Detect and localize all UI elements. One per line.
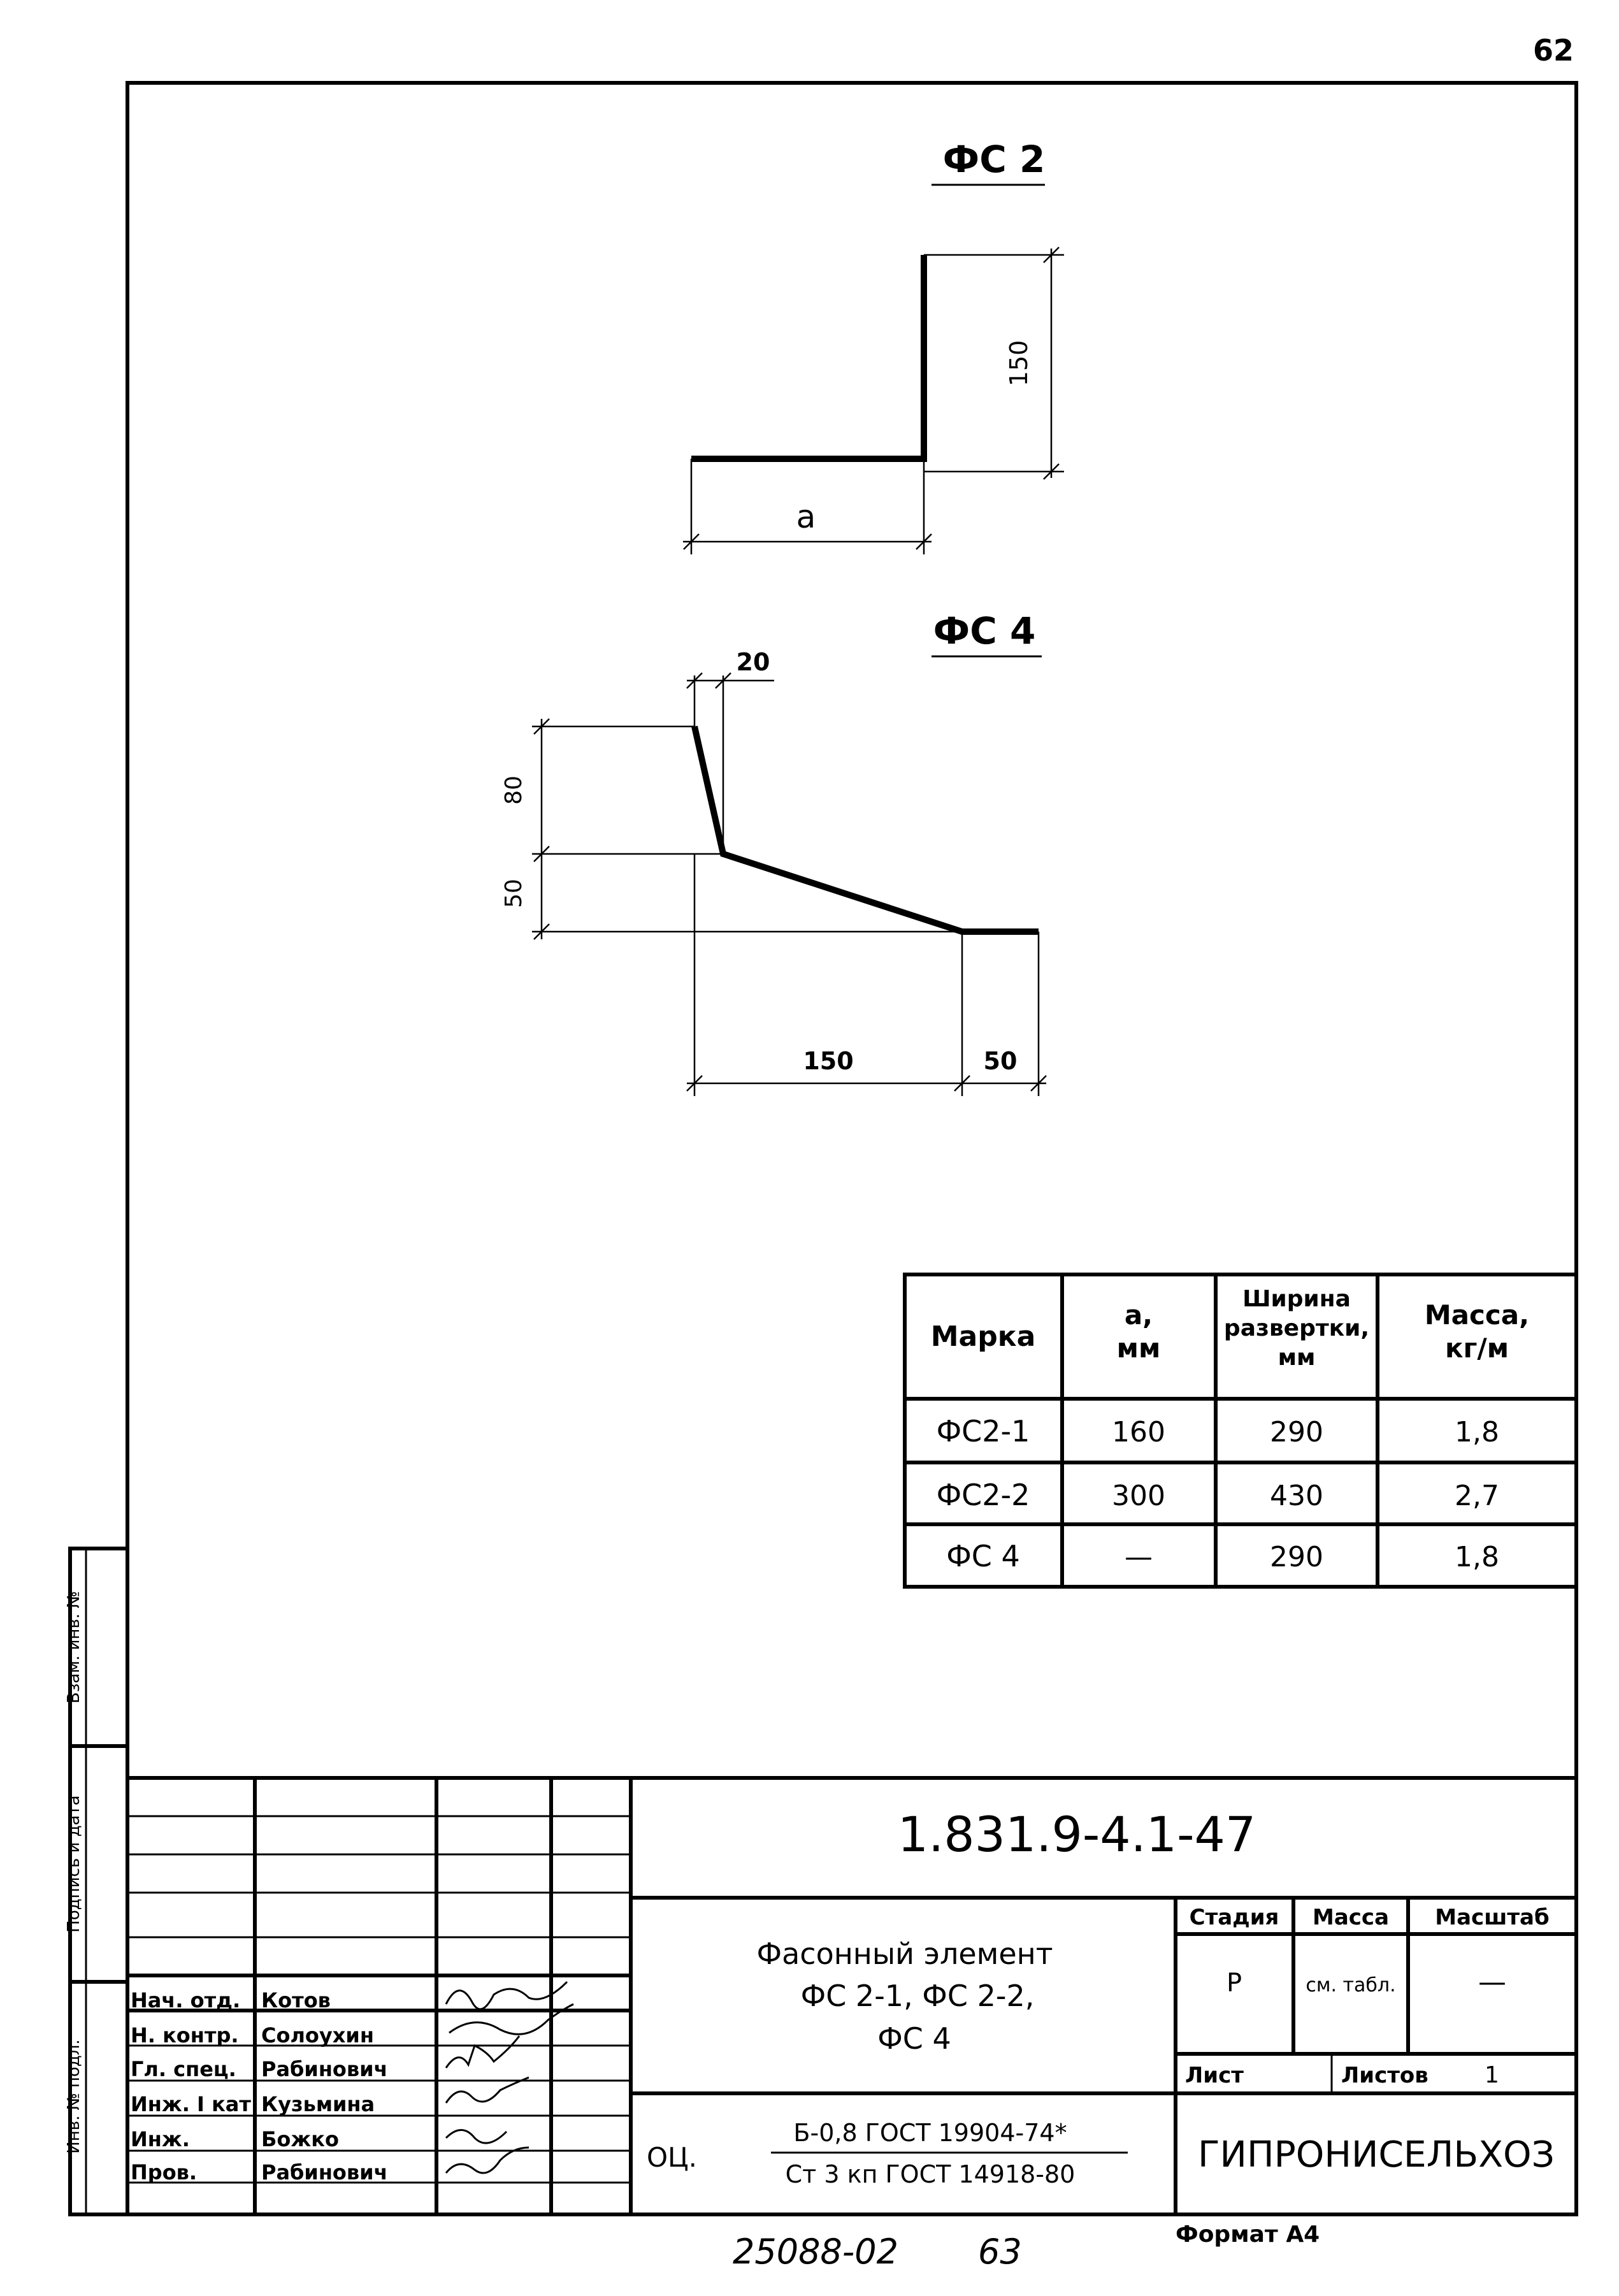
document-designation: 1.831.9-4.1-47 <box>897 1806 1256 1863</box>
fs2-height-label: 150 <box>1005 340 1033 387</box>
table-cell: 290 <box>1270 1416 1323 1448</box>
table-cell: 290 <box>1270 1541 1323 1573</box>
spec-table <box>905 1274 1576 1587</box>
document-title-line3: ФС 4 <box>877 2021 951 2056</box>
table-header-mark: Марка <box>930 1320 1036 1353</box>
fs4-w2-label: 50 <box>983 1047 1018 1075</box>
format-label: Формат А4 <box>1176 2221 1320 2248</box>
fs2-profile <box>691 255 924 459</box>
table-cell: ФС2-2 <box>936 1478 1030 1512</box>
table-row <box>946 1539 1499 1573</box>
scale-header: Масштаб <box>1435 1905 1550 1930</box>
side-stamp-replacement: Взам. инв. № <box>64 1591 83 1704</box>
organization-name: ГИПРОНИСЕЛЬХОЗ <box>1198 2134 1555 2176</box>
table-cell: ФС2-1 <box>936 1414 1030 1448</box>
personnel-name: Солоухин <box>261 2023 374 2047</box>
title-block <box>127 1778 1576 2214</box>
sheet-label: Лист <box>1185 2063 1244 2088</box>
table-row <box>937 1478 1499 1512</box>
stage-header: Стадия <box>1189 1905 1279 1930</box>
drawing-fs4 <box>501 609 1046 1096</box>
personnel-name: Кузьмина <box>261 2092 375 2116</box>
personnel-role: Нач. отд. <box>131 1988 241 2012</box>
archive-page-number: 63 <box>978 2232 1022 2272</box>
table-cell: ФС 4 <box>946 1539 1020 1573</box>
material-line2: Ст 3 кп ГОСТ 14918-80 <box>785 2160 1076 2188</box>
personnel-role: Инж. I кат. <box>131 2092 259 2116</box>
table-rows <box>937 1414 1499 1573</box>
scale-value: — <box>1478 1966 1506 1998</box>
table-row <box>937 1414 1499 1448</box>
personnel-name: Котов <box>261 1988 331 2012</box>
personnel-name: Рабинович <box>261 2057 388 2081</box>
side-stamp <box>64 1549 127 2214</box>
corner-page-number: 62 <box>1532 33 1574 68</box>
material-prefix: ОЦ. <box>647 2142 698 2173</box>
archive-number: 25088-02 <box>733 2232 898 2272</box>
sheets-value: 1 <box>1485 2062 1499 2088</box>
fs2-width-label: a <box>796 498 816 535</box>
personnel-role: Пров. <box>131 2160 198 2184</box>
table-cell: 160 <box>1112 1416 1165 1448</box>
document-title-line1: Фасонный элемент <box>756 1937 1053 1971</box>
fs4-title: ФС 4 <box>933 609 1036 653</box>
fs4-h1-label: 80 <box>501 776 527 805</box>
material-line1: Б-0,8 ГОСТ 19904-74* <box>793 2119 1067 2147</box>
sheets-label: Листов <box>1341 2063 1428 2088</box>
table-cell: 300 <box>1112 1480 1165 1512</box>
fs4-h2-label: 50 <box>501 879 527 908</box>
fs4-profile <box>694 726 1039 932</box>
table-header-mass: Масса, кг/м <box>1424 1299 1530 1364</box>
stage-value: Р <box>1226 1968 1242 1998</box>
fs4-top-label: 20 <box>736 648 770 676</box>
table-cell: 430 <box>1270 1480 1323 1512</box>
personnel-role: Гл. спец. <box>131 2057 236 2081</box>
personnel-role: Н. контр. <box>131 2023 239 2047</box>
table-cell: — <box>1125 1541 1153 1573</box>
personnel-role: Инж. <box>131 2127 190 2151</box>
personnel-name: Рабинович <box>261 2160 388 2184</box>
drawing-frame <box>127 83 1576 2214</box>
side-stamp-inventory: Инв. № подл. <box>64 2039 83 2154</box>
side-stamp-signature-date: Подпись и дата <box>64 1795 83 1933</box>
mass-header: Масса <box>1312 1905 1390 1930</box>
personnel-name: Божко <box>261 2127 339 2151</box>
mass-value: см. табл. <box>1306 1974 1396 1996</box>
document-title-line2: ФС 2-1, ФС 2-2, <box>800 1979 1035 2013</box>
table-header-a: a, мм <box>1116 1299 1161 1364</box>
drawing-fs2 <box>683 138 1064 554</box>
table-cell: 1,8 <box>1455 1541 1499 1573</box>
table-header-width: Ширина развертки, мм <box>1223 1286 1370 1371</box>
personnel-list <box>131 1988 388 2184</box>
table-cell: 2,7 <box>1455 1480 1499 1512</box>
table-cell: 1,8 <box>1455 1416 1499 1448</box>
fs2-title: ФС 2 <box>942 138 1046 181</box>
fs4-w1-label: 150 <box>803 1047 854 1075</box>
